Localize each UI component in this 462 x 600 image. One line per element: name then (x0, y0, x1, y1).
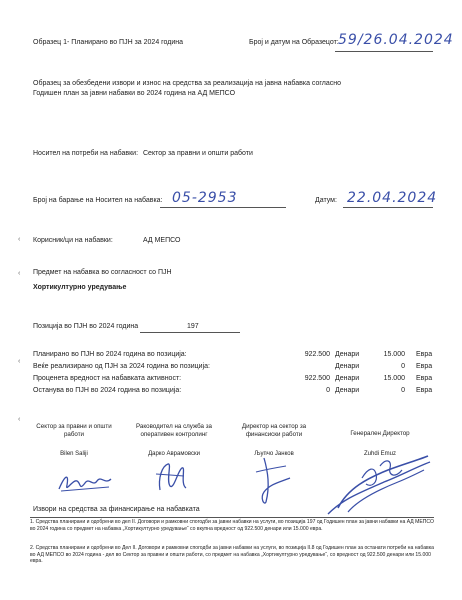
number-date-label: Број и датум на Образецот: (249, 39, 339, 46)
financial-row-label: Веќе реализирано од ПЈН за 2024 година во позиција: (33, 363, 210, 370)
request-date-value: 22.04.2024 (347, 190, 438, 206)
financial-row-eur-unit: Евра (416, 351, 433, 358)
position-underline (140, 332, 240, 333)
financial-row-eur: 15.000 (383, 351, 405, 358)
request-number: 05-2953 (172, 190, 238, 206)
financial-row-mkd: 922.500 (304, 351, 330, 358)
request-date-label: Датум: (315, 197, 337, 204)
signature-title: Генерален Директор (350, 430, 410, 437)
user-value: АД МЕПСО (143, 237, 181, 244)
margin-mark: ‹ (18, 270, 21, 277)
financial-row-label: Проценета вредност на набавката активност: (33, 375, 182, 382)
financial-row-eur-unit: Евра (416, 375, 433, 382)
holder-value: Сектор за правни и општи работи (143, 150, 253, 157)
signature-mark-1 (55, 467, 115, 497)
position-value: 197 (187, 323, 199, 330)
footnote-2: 2. Средства планирани и одобрени во Дел II. Договори и рамковни спогодби за јавни набавки на услуги, во позиција II.8 од Годишен план за останати потреби на набавка во АД МЕПСО во 2024 година - дел во Сектор за правни и општи работи, со предмет на набавка „Хортикултурно уредување“, со вредност од 922.500 денари или 15.000 евра. (30, 545, 434, 565)
subject-label: Предмет на набавка во согласност со ПЈН (33, 269, 172, 276)
funding-sources-label: Извори на средства за финансирање на набавката (33, 506, 200, 513)
number-date-underline (335, 51, 433, 52)
signature-mark-2 (152, 460, 192, 494)
financial-row-mkd-unit: Денари (335, 351, 360, 358)
position-label: Позиција во ПЈН во 2024 година (33, 323, 139, 330)
margin-mark: ‹ (18, 416, 21, 423)
footnote-1: 1. Средства планирани и одобрени во дел II. Договори и рамковни спогодби за јавни набавки на услуги, во позиција 197 од Годишен план за јавни набавки на АД МЕПСО во 2024 година со предмет на набавка „Хортикултурно уредување“ со вкупна вредност од 922.500 денари или 15.000 евра. (30, 519, 434, 532)
signature-title: Директор на сектор за финансиски работи (241, 423, 307, 438)
signature-name: Љупчо Јанков (254, 451, 294, 457)
financial-row-mkd: 922.500 (304, 375, 330, 382)
signature-title: Раководител на служба за оперативен контролинг (136, 423, 212, 438)
signature-mark-4 (318, 448, 436, 520)
financial-row-eur: 15.000 (383, 375, 405, 382)
holder-label: Носител на потреби на набавки: (33, 150, 139, 157)
intro-line-2: Годишен план за јавни набавки во 2024 година на АД МЕПСО (33, 90, 236, 97)
financial-row-mkd-unit: Денари (335, 363, 360, 370)
margin-mark: ‹ (18, 236, 21, 243)
signature-name: Дарко Аврамовски (148, 451, 200, 457)
user-label: Корисник/ци на набавки: (33, 237, 113, 244)
intro-line-1: Образец за обезбедени извори и износ на средства за реализација на јавна набавка согласно (33, 80, 342, 87)
financial-row-label: Останува во ПЈН во 2024 година во позиција: (33, 387, 182, 394)
number-date-value: 59/26.04.2024 (338, 32, 454, 48)
signature-title: Сектор за правни и општи работи (36, 423, 112, 438)
financial-row-eur: 0 (401, 363, 405, 370)
subject-value: Хортикултурно уредување (33, 284, 127, 291)
financial-row-eur-unit: Евра (416, 363, 433, 370)
financial-row-eur-unit: Евра (416, 387, 433, 394)
signature-name: Bilen Saliji (60, 451, 88, 457)
signature-name: Zuhdi Emuz (363, 451, 396, 457)
form-label: Образец 1- Планирано во ПЈН за 2024 година (33, 39, 184, 46)
financial-row-label: Планирано во ПЈН во 2024 година во позиција: (33, 351, 187, 358)
request-date-underline (343, 207, 433, 208)
financial-row-mkd-unit: Денари (335, 387, 360, 394)
request-underline (160, 207, 286, 208)
footnote-separator (30, 517, 434, 518)
financial-row-mkd-unit: Денари (335, 375, 360, 382)
signature-mark-3 (250, 452, 305, 507)
request-label: Број на барање на Носител на набавка: (33, 197, 163, 204)
margin-mark: ‹ (18, 358, 21, 365)
financial-row-mkd: 0 (326, 387, 330, 394)
financial-row-eur: 0 (401, 387, 405, 394)
